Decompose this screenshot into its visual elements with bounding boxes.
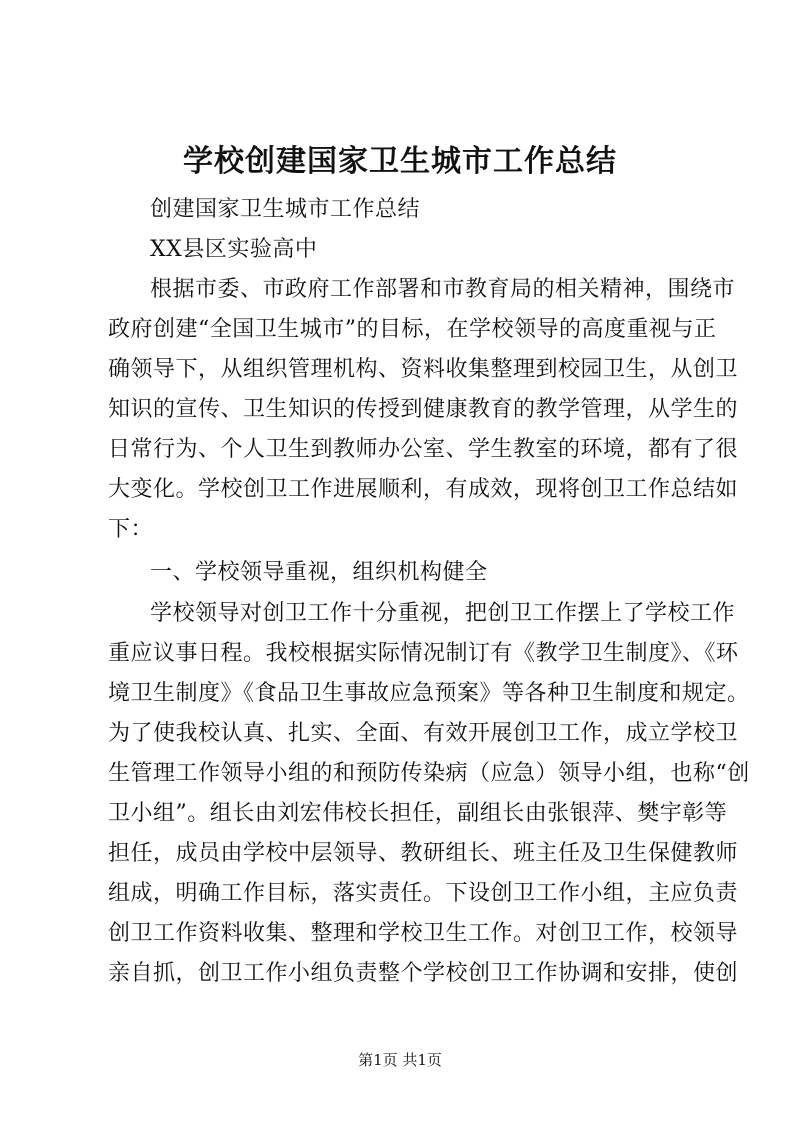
paragraph-line: 学校领导对创卫工作十分重视，把创卫工作摆上了学校工作 <box>150 601 736 626</box>
paragraph-line: 重应议事日程。我校根据实际情况制订有《教学卫生制度》、《环 <box>108 641 739 666</box>
section-heading: 一、学校领导重视，组织机构健全 <box>150 560 488 585</box>
paragraph-line: 政府创建“全国卫生城市”的目标，在学校领导的高度重视与正 <box>108 317 717 342</box>
paragraph-line: 担任，成员由学校中层领导、教研组长、班主任及卫生保健教师 <box>108 841 739 866</box>
paragraph-line: 卫小组”。组长由刘宏伟校长担任，副组长由张银萍、樊宇彰等 <box>108 801 728 826</box>
document-subtitle: 创建国家卫生城市工作总结 <box>150 197 421 222</box>
paragraph-line: 创卫工作资料收集、整理和学校卫生工作。对创卫工作，校领导 <box>108 921 739 946</box>
paragraph-line: 境卫生制度》《食品卫生事故应急预案》等各种卫生制度和规定。 <box>108 681 750 706</box>
paragraph-line: 生管理工作领导小组的和预防传染病（应急）领导小组，也称“创 <box>108 761 750 786</box>
paragraph-line: 亲自抓，创卫工作小组负责整个学校创卫工作协调和安排，使创 <box>108 961 739 986</box>
paragraph-line: 为了使我校认真、扎实、全面、有效开展创卫工作，成立学校卫 <box>108 721 739 746</box>
page-footer: 第1页 共1页 <box>358 1051 442 1069</box>
paragraph-line: 确领导下，从组织管理机构、资料收集整理到校园卫生，从创卫 <box>108 357 739 382</box>
paragraph-line: 下： <box>108 517 154 542</box>
paragraph-line: 大变化。学校创卫工作进展顺利，有成效，现将创卫工作总结如 <box>108 477 739 502</box>
paragraph-line: 组成，明确工作目标，落实责任。下设创卫工作小组，主应负责 <box>108 881 739 906</box>
paragraph-line: 根据市委、市政府工作部署和市教育局的相关精神，围绕市 <box>150 277 736 302</box>
paragraph-line: 日常行为、个人卫生到教师办公室、学生教室的环境，都有了很 <box>108 437 739 462</box>
document-title: 学校创建国家卫生城市工作总结 <box>183 144 617 179</box>
school-name: XX县区实验高中 <box>150 237 318 262</box>
paragraph-line: 知识的宣传、卫生知识的传授到健康教育的教学管理，从学生的 <box>108 397 739 422</box>
